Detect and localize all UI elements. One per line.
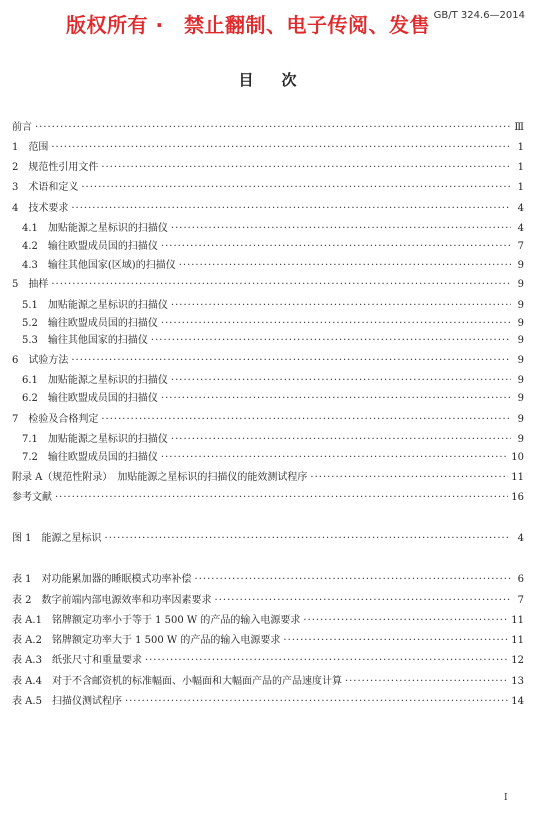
toc-entry-5-1[interactable] <box>22 299 524 313</box>
toc-entry-3[interactable] <box>12 181 524 195</box>
toc-entry-page: 7 <box>517 595 524 606</box>
leader-dots <box>101 413 511 427</box>
toc-table-a3[interactable] <box>12 654 524 668</box>
toc-entry-page: 13 <box>511 676 524 687</box>
toc-entry-page: 16 <box>511 492 524 503</box>
toc-entry-label: 7.2 输往欧盟成员国的扫描仪 <box>22 452 158 463</box>
toc-entry-4-2[interactable] <box>22 240 524 254</box>
toc-entry-4-1[interactable] <box>22 222 524 236</box>
toc-entry-bibliography[interactable] <box>12 491 524 505</box>
toc-entry-label: 附录 A（规范性附录） 加贴能源之星标识的扫描仪的能效测试程序 <box>12 472 308 483</box>
leader-dots <box>101 161 511 175</box>
toc-entry-page: 9 <box>517 355 524 366</box>
toc-entry-annex-a[interactable] <box>12 471 524 485</box>
leader-dots <box>125 695 508 709</box>
toc-entry-page: 1 <box>517 142 524 153</box>
leader-dots <box>81 181 511 195</box>
leader-dots <box>55 491 508 505</box>
leader-dots <box>310 471 508 485</box>
toc-entry-label: 1 范围 <box>12 142 49 153</box>
toc-entry-label: 表 A.4 对于不含邮资机的标准幅面、小幅面和大幅面产品的产品速度计算 <box>12 676 342 687</box>
page-title: 目次 <box>238 71 325 89</box>
page-number: I <box>504 793 508 803</box>
toc-entry-label: 5 抽样 <box>12 279 49 290</box>
leader-dots <box>151 334 511 348</box>
toc-entry-page: 6 <box>517 574 524 585</box>
leader-dots <box>195 573 511 587</box>
toc-entry-page: 4 <box>517 223 524 234</box>
toc-entry-label: 表 A.5 扫描仪测试程序 <box>12 696 122 707</box>
toc-entry-label: 表 A.1 铭牌额定功率小于等于 1 500 W 的产品的输入电源要求 <box>12 615 301 626</box>
toc-entry-page: 14 <box>511 696 524 707</box>
toc-entry-page: 9 <box>517 300 524 311</box>
toc-entry-6[interactable] <box>12 354 524 368</box>
toc-entry-2[interactable] <box>12 161 524 175</box>
toc-entry-label: 表 2 数字前端内部电源效率和功率因素要求 <box>12 595 212 606</box>
toc-entry-page: 9 <box>517 279 524 290</box>
toc-entry-page: 1 <box>517 182 524 193</box>
leader-dots <box>179 259 511 273</box>
toc-entry-label: 表 A.2 铭牌额定功率大于 1 500 W 的产品的输入电源要求 <box>12 635 281 646</box>
leader-dots <box>51 141 511 155</box>
toc-entry-label: 图 1 能源之星标识 <box>12 533 102 544</box>
toc-entry-4[interactable] <box>12 202 524 216</box>
toc-entry-page: 12 <box>511 655 524 666</box>
toc-entry-5-2[interactable] <box>22 317 524 331</box>
toc-entry-label: 4 技术要求 <box>12 203 69 214</box>
toc-entry-label: 6.1 加贴能源之星标识的扫描仪 <box>22 375 168 386</box>
leader-dots <box>171 433 511 447</box>
toc-entry-1[interactable] <box>12 141 524 155</box>
toc-entry-label: 4.1 加贴能源之星标识的扫描仪 <box>22 223 168 234</box>
toc-entry-7-1[interactable] <box>22 433 524 447</box>
toc-entry-label: 5.3 输往其他国家的扫描仪 <box>22 335 148 346</box>
toc-entry-page: 1 <box>517 162 524 173</box>
leader-dots <box>345 675 508 689</box>
leader-dots <box>161 451 508 465</box>
copyright-watermark: 版权所有 · 禁止翻制、电子传阅、发售 <box>66 13 431 37</box>
leader-dots <box>161 392 511 406</box>
toc-entry-5[interactable] <box>12 278 524 292</box>
toc-entry-label: 4.3 输往其他国家(区域)的扫描仪 <box>22 260 176 271</box>
toc-entry-7-2[interactable] <box>22 451 524 465</box>
toc-entry-label: 5.1 加贴能源之星标识的扫描仪 <box>22 300 168 311</box>
toc-entry-page: 9 <box>517 375 524 386</box>
toc-entry-page: 11 <box>511 615 524 626</box>
leader-dots <box>71 202 511 216</box>
toc-table-2[interactable] <box>12 594 524 608</box>
leader-dots <box>171 374 511 388</box>
toc-entry-page: 4 <box>517 203 524 214</box>
leader-dots <box>303 614 508 628</box>
leader-dots <box>171 222 511 236</box>
toc-entry-label: 2 规范性引用文件 <box>12 162 99 173</box>
toc-entry-label: 前言 <box>12 122 32 133</box>
toc-entry-page: 9 <box>517 260 524 271</box>
toc-entry-page: 9 <box>517 434 524 445</box>
toc-entry-page: 9 <box>517 318 524 329</box>
toc-table-a2[interactable] <box>12 634 524 648</box>
leader-dots <box>71 354 511 368</box>
toc-entry-label: 表 1 对功能累加器的睡眠模式功率补偿 <box>12 574 192 585</box>
toc-entry-label: 7 检验及合格判定 <box>12 414 99 425</box>
toc-entry-7[interactable] <box>12 413 524 427</box>
toc-entry-page: 4 <box>517 533 524 544</box>
toc-entry-page: 10 <box>511 452 524 463</box>
toc-table-1[interactable] <box>12 573 524 587</box>
toc-entry-6-1[interactable] <box>22 374 524 388</box>
toc-entry-page: Ⅲ <box>514 122 524 133</box>
toc-entry-page: 11 <box>511 472 524 483</box>
toc-table-a1[interactable] <box>12 614 524 628</box>
leader-dots <box>105 532 511 546</box>
document-number: GB/T 324.6—2014 <box>433 10 525 21</box>
toc-entry-label: 7.1 加贴能源之星标识的扫描仪 <box>22 434 168 445</box>
toc-entry-page: 11 <box>511 635 524 646</box>
toc-entry-label: 4.2 输往欧盟成员国的扫描仪 <box>22 241 158 252</box>
toc-entry-page: 9 <box>517 393 524 404</box>
toc-entry-4-3[interactable] <box>22 259 524 273</box>
leader-dots <box>161 317 511 331</box>
toc-figure-1[interactable] <box>12 532 524 546</box>
leader-dots <box>145 654 508 668</box>
leader-dots <box>283 634 508 648</box>
toc-entry-label: 5.2 输往欧盟成员国的扫描仪 <box>22 318 158 329</box>
toc-entry-label: 3 术语和定义 <box>12 182 79 193</box>
toc-entry-label: 参考文献 <box>12 492 52 503</box>
toc-entry-6-2[interactable] <box>22 392 524 406</box>
toc-table-a4[interactable] <box>12 675 524 689</box>
toc-entry-foreword[interactable] <box>12 121 524 135</box>
leader-dots <box>171 299 511 313</box>
toc-table-a5[interactable] <box>12 695 524 709</box>
toc-entry-label: 6 试验方法 <box>12 355 69 366</box>
leader-dots <box>215 594 511 608</box>
toc-entry-page: 9 <box>517 414 524 425</box>
toc-entry-page: 7 <box>517 241 524 252</box>
leader-dots <box>161 240 511 254</box>
toc-entry-label: 表 A.3 纸张尺寸和重量要求 <box>12 655 142 666</box>
toc-entry-page: 9 <box>517 335 524 346</box>
toc-entry-label: 6.2 输往欧盟成员国的扫描仪 <box>22 393 158 404</box>
leader-dots <box>35 121 511 135</box>
toc-entry-5-3[interactable] <box>22 334 524 348</box>
leader-dots <box>51 278 511 292</box>
